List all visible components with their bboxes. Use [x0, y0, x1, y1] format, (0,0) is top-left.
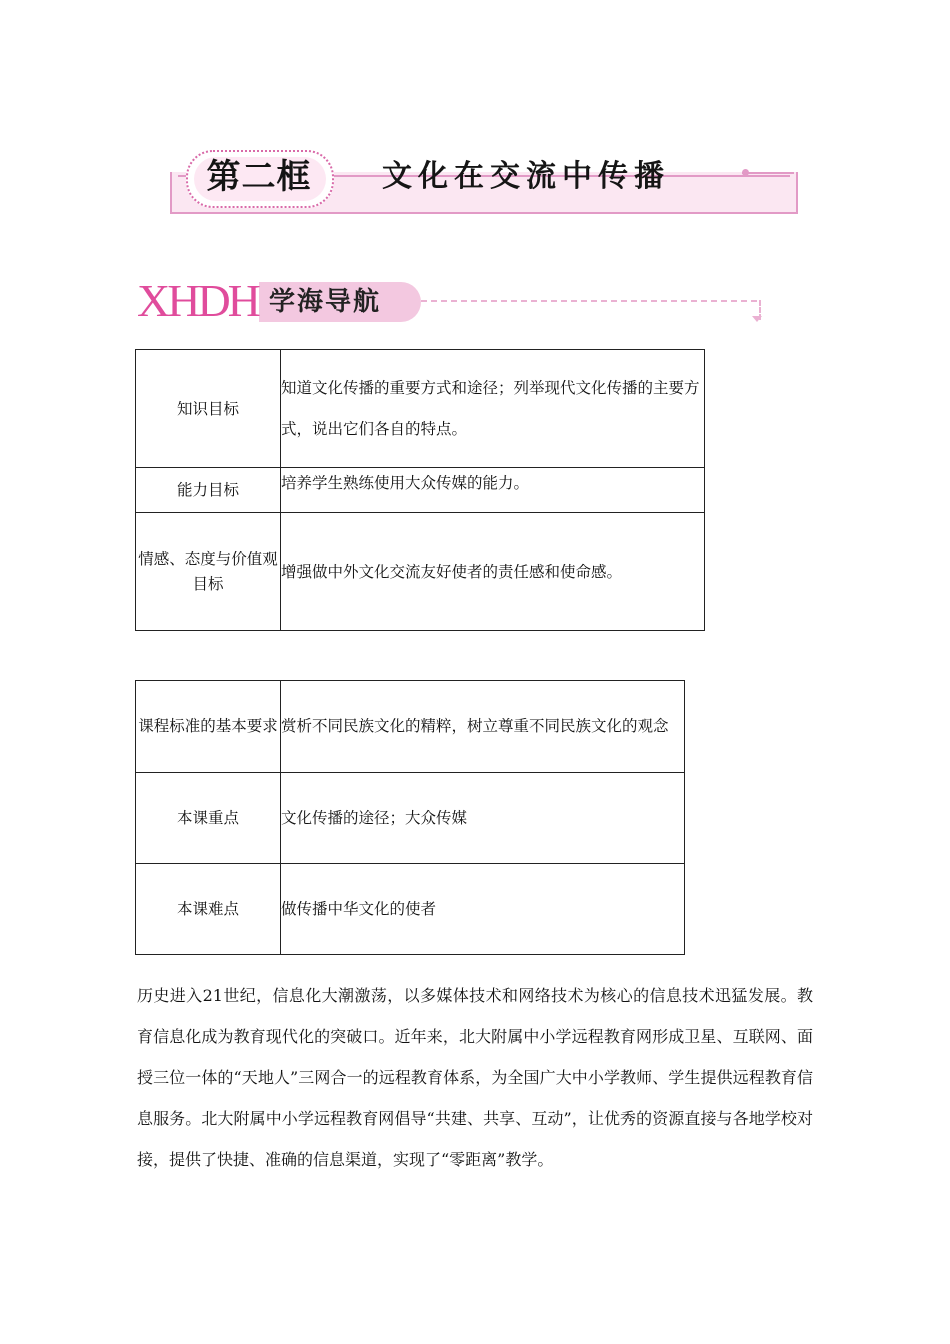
section-label: 学海导航: [269, 287, 382, 317]
row-content: 赏析不同民族文化的精粹，树立尊重不同民族文化的观念: [281, 681, 685, 773]
row-content: 做传播中华文化的使者: [281, 864, 685, 955]
row-content: 知道文化传播的重要方式和途径；列举现代文化传播的主要方式，说出它们各自的特点。: [281, 350, 705, 468]
objectives-table: [135, 349, 705, 631]
row-label: 本课难点: [136, 864, 281, 955]
table-row: [136, 350, 705, 468]
banner-dot: [742, 169, 749, 176]
row-label: 情感、态度与价值观目标: [136, 513, 281, 631]
arrow-down-icon: [752, 316, 762, 322]
row-label: 本课重点: [136, 773, 281, 864]
table-row: [136, 513, 705, 631]
row-content: 文化传播的途径；大众传媒: [281, 773, 685, 864]
dashed-line: [421, 300, 757, 302]
row-label: 知识目标: [136, 350, 281, 468]
table-row: [136, 773, 685, 864]
table-row: [136, 864, 685, 955]
standards-table: [135, 680, 685, 955]
table-row: [136, 681, 685, 773]
lesson-number: 第二框: [206, 157, 312, 197]
row-label: 能力目标: [136, 468, 281, 513]
section-heading: [137, 276, 767, 328]
row-content: 增强做中外文化交流友好使者的责任感和使命感。: [281, 513, 705, 631]
section-abbreviation: XHDH: [137, 275, 258, 326]
table-row: [136, 468, 705, 513]
intro-paragraph: 历史进入21世纪，信息化大潮激荡，以多媒体技术和网络技术为核心的信息技术迅猛发展。教育信息化成为教育现代化的突破口。近年来，北大附属中小学远程教育网形成卫星、互联网、面授三位一体的“天地人”三网合一的远程教育体系，为全国广大中小学教师、学生提供远程教育信息服务。北大附属中小学远程教育网倡导“共建、共享、互动”，让优秀的资源直接与各地学校对接，提供了快捷、准确的信息渠道，实现了“零距离”教学。: [137, 986, 813, 1169]
row-content: 培养学生熟练使用大众传媒的能力。: [281, 468, 705, 513]
banner-line: [742, 172, 794, 174]
lesson-banner: [170, 150, 796, 216]
row-label: 课程标准的基本要求: [136, 681, 281, 773]
lesson-title: 文化在交流中传播: [382, 159, 670, 194]
